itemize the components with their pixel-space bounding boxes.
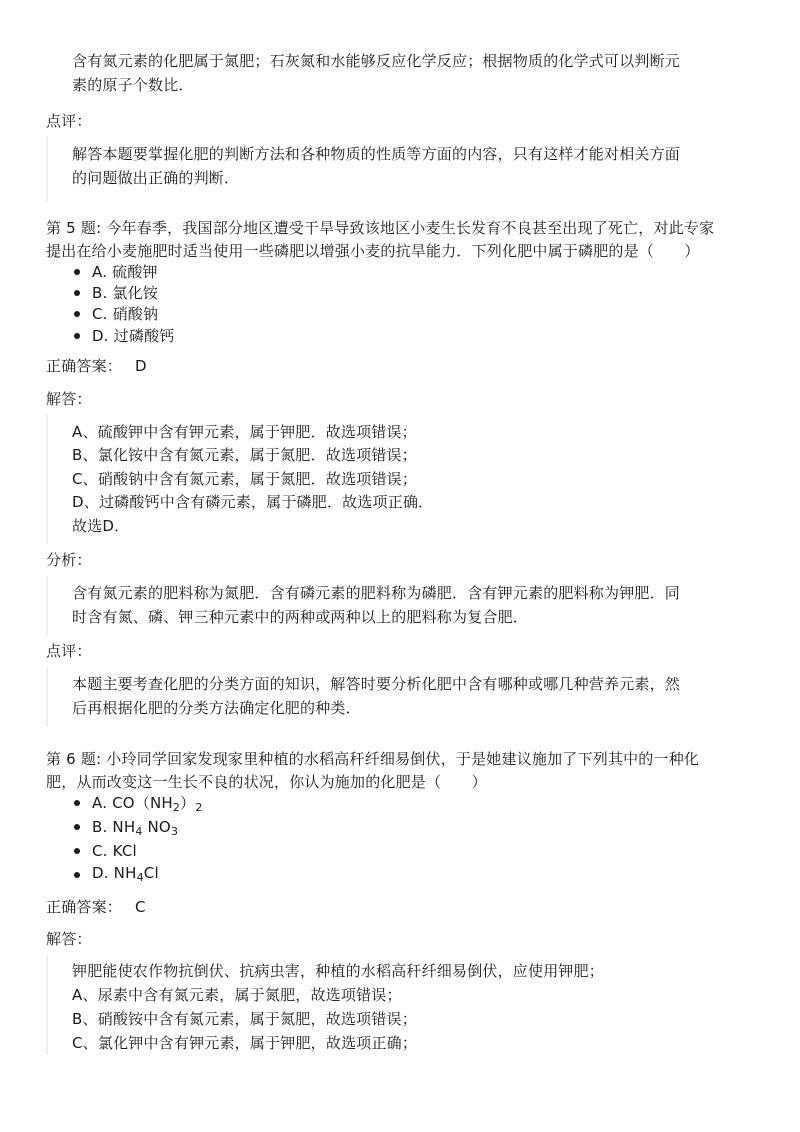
prev-comment-label: 点评： bbox=[46, 112, 92, 130]
prev-analysis-line: 含有氮元素的化肥属于氮肥；石灰氮和水能够反应化学反应；根据物质的化学式可以判断元 bbox=[72, 52, 681, 70]
formula-text: A. CO（NH bbox=[92, 794, 173, 812]
q6-stem-line: 第 6 题: 小玲同学回家发现家里种植的水稻高秆纤细易倒伏，于是她建议施加了下列其中的一种化 bbox=[46, 750, 700, 768]
q5-answer-value: D bbox=[134, 357, 147, 375]
analysis-bar bbox=[46, 576, 48, 636]
subscript: 4 bbox=[136, 871, 144, 884]
formula-text: B. NH bbox=[92, 818, 136, 836]
q5-answer-row bbox=[46, 355, 147, 377]
comment-bar bbox=[46, 136, 48, 202]
bullet-icon bbox=[74, 800, 80, 806]
bullet-icon bbox=[74, 848, 80, 854]
q5-solution-line: A、硫酸钾中含有钾元素，属于钾肥．故选项错误； bbox=[72, 423, 417, 441]
subscript: 2 bbox=[172, 801, 181, 814]
prev-comment-line: 解答本题要掌握化肥的判断方法和各种物质的性质等方面的内容，只有这样才能对相关方面 bbox=[72, 145, 681, 163]
q6-stem-line: 肥，从而改变这一生长不良的状况，你认为施加的化肥是（ ） bbox=[46, 773, 487, 791]
q6-option-a bbox=[92, 792, 203, 814]
bullet-icon bbox=[74, 333, 80, 339]
prev-analysis-line: 素的原子个数比． bbox=[72, 76, 194, 94]
q6-answer-row bbox=[46, 896, 146, 918]
q5-option-c: C. 硝酸钠 bbox=[92, 305, 159, 323]
bullet-icon bbox=[74, 311, 80, 317]
q5-option-a: A. 硫酸钾 bbox=[92, 263, 158, 281]
formula-text: NO bbox=[142, 818, 171, 836]
bullet-icon bbox=[74, 269, 80, 275]
q6-solution-label: 解答： bbox=[46, 930, 92, 948]
q5-analysis-line: 时含有氮、磷、钾三种元素中的两种或两种以上的肥料称为复合肥． bbox=[72, 608, 529, 626]
q6-solution-line: 钾肥能使农作物抗倒伏、抗病虫害，种植的水稻高秆纤细易倒伏，应使用钾肥； bbox=[72, 962, 605, 980]
q6-solution-line: A、尿素中含有氮元素，属于氮肥，故选项错误； bbox=[72, 986, 402, 1004]
q5-comment-line: 本题主要考查化肥的分类方面的知识，解答时要分析化肥中含有哪种或哪几种营养元素，然 bbox=[72, 675, 681, 693]
prev-comment-line: 的问题做出正确的判断． bbox=[72, 169, 240, 187]
q5-stem-line: 提出在给小麦施肥时适当使用一些磷肥以增强小麦的抗旱能力．下列化肥中属于磷肥的是（ ） bbox=[46, 242, 700, 260]
solution-bar bbox=[46, 414, 48, 544]
q6-answer-label: 正确答案： bbox=[46, 898, 123, 916]
subscript: 3 bbox=[170, 825, 179, 838]
q6-option-d bbox=[92, 862, 159, 884]
q5-option-d: D. 过磷酸钙 bbox=[92, 327, 175, 345]
q5-solution-line: 故选D． bbox=[72, 517, 130, 535]
subscript: 2 bbox=[195, 801, 203, 814]
subscript: 4 bbox=[135, 825, 143, 838]
comment-bar bbox=[46, 667, 48, 727]
q6-answer-value: C bbox=[134, 898, 146, 916]
q5-comment-line: 后再根据化肥的分类方法确定化肥的种类． bbox=[72, 699, 361, 717]
formula-text: Cl bbox=[143, 864, 159, 882]
formula-text: ） bbox=[180, 794, 196, 812]
q5-analysis-line: 含有氮元素的肥料称为氮肥．含有磷元素的肥料称为磷肥．含有钾元素的肥料称为钾肥．同 bbox=[72, 584, 681, 602]
q5-option-b: B. 氯化铵 bbox=[92, 284, 159, 302]
q5-stem-line: 第 5 题: 今年春季，我国部分地区遭受干旱导致该地区小麦生长发育不良甚至出现了死亡，对此专家 bbox=[46, 219, 715, 237]
formula-text: D. NH bbox=[92, 864, 137, 882]
q5-analysis-label: 分析： bbox=[46, 551, 92, 569]
bullet-icon bbox=[74, 290, 80, 296]
q6-solution-line: C、氯化钾中含有钾元素，属于钾肥，故选项正确； bbox=[72, 1034, 418, 1052]
q5-solution-line: C、硝酸钠中含有氮元素，属于氮肥．故选项错误； bbox=[72, 470, 418, 488]
q5-answer-label: 正确答案： bbox=[46, 357, 123, 375]
q5-solution-label: 解答： bbox=[46, 390, 92, 408]
q6-option-b bbox=[92, 816, 178, 838]
q6-option-c: C. KCl bbox=[92, 842, 137, 860]
q5-solution-line: B、氯化铵中含有氮元素，属于氮肥．故选项错误； bbox=[72, 446, 417, 464]
bullet-icon bbox=[74, 872, 80, 878]
q5-comment-label: 点评： bbox=[46, 642, 92, 660]
solution-bar bbox=[46, 955, 48, 1055]
bullet-icon bbox=[74, 824, 80, 830]
q6-solution-line: B、硝酸铵中含有氮元素，属于氮肥，故选项错误； bbox=[72, 1010, 417, 1028]
q5-solution-line: D、过磷酸钙中含有磷元素，属于磷肥．故选项正确． bbox=[72, 493, 434, 511]
